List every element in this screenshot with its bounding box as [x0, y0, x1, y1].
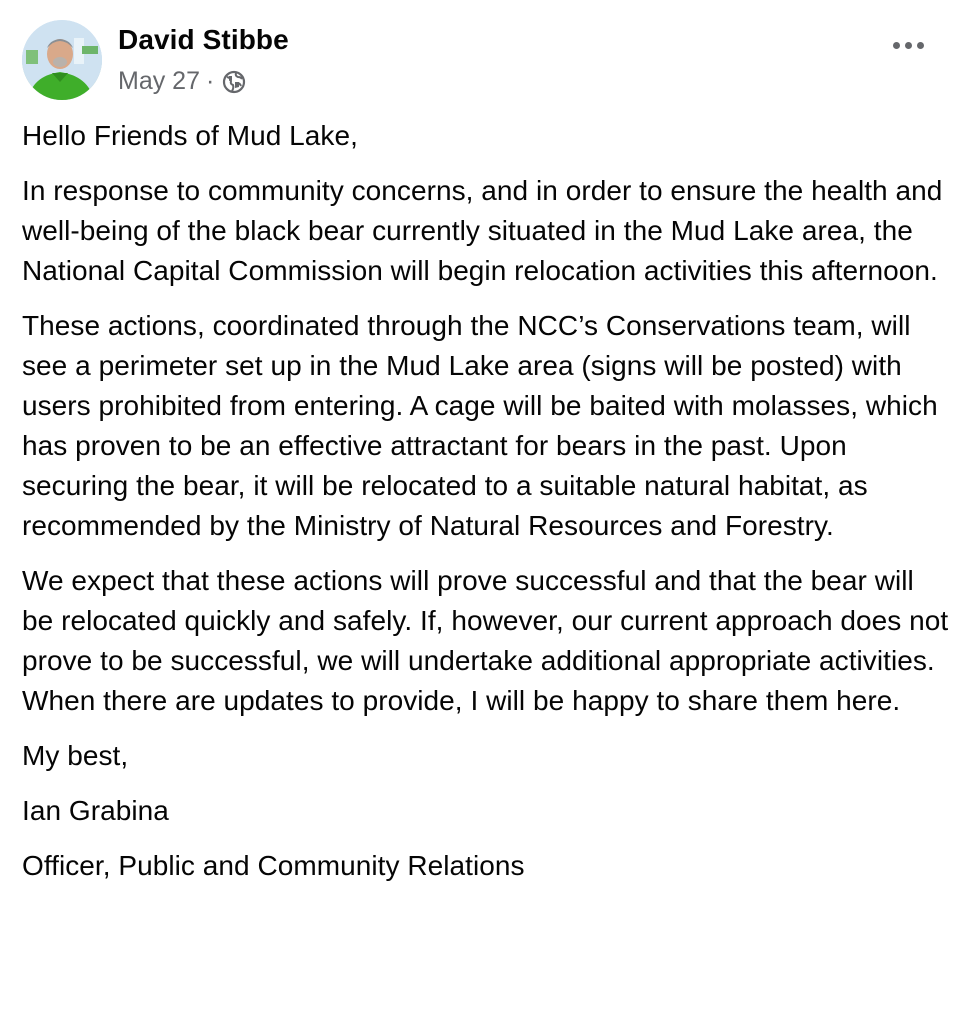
post-meta	[118, 67, 246, 96]
post-paragraph-greeting: Hello Friends of Mud Lake,	[22, 120, 358, 151]
meta-separator: ·	[205, 67, 215, 95]
more-horizontal-icon	[893, 42, 924, 49]
profile-photo-icon	[22, 20, 102, 100]
author-name[interactable]: David Stibbe	[118, 24, 289, 55]
post-header	[22, 20, 942, 102]
post-signoff: My best,	[22, 740, 129, 771]
post-signature-name: Ian Grabina	[22, 795, 169, 826]
post-signature-title: Officer, Public and Community Relations	[22, 850, 525, 881]
avatar[interactable]	[22, 20, 102, 100]
more-options-button[interactable]	[878, 30, 938, 60]
globe-icon[interactable]	[222, 70, 246, 94]
post-date[interactable]: May 27	[118, 67, 200, 95]
post-paragraph-1: In response to community concerns, and in order to ensure the health and well-being of the black bear currently situated in the Mud Lake area, the National Capital Commission will begin relocation activities this afternoon.	[22, 175, 943, 286]
post-paragraph-3: We expect that these actions will prove successful and that the bear will be relocated quickly and safely. If, however, our current approach does not prove to be successful, we will undertake additional appropriate activities. When there are updates to provide, I will be happy to share them here.	[22, 565, 949, 716]
post-body	[22, 116, 952, 901]
post-paragraph-2: These actions, coordinated through the NCC’s Conservations team, will see a perimeter set up in the Mud Lake area (signs will be posted) with users prohibited from entering. A cage will be baited with molasses, which has proven to be an effective attractant for bears in the past. Upon securing the bear, it will be relocated to a suitable natural habitat, as recommended by the Ministry of Natural Resources and Forestry.	[22, 310, 938, 541]
